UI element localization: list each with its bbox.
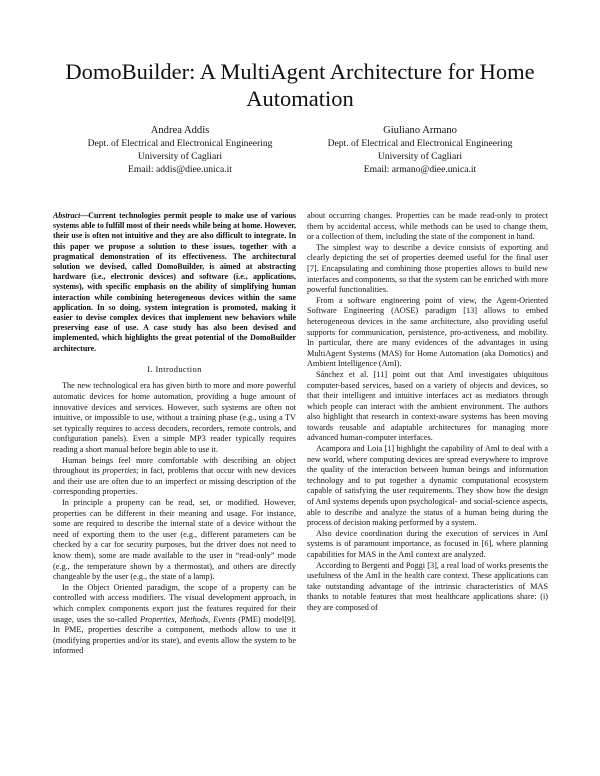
abstract-text: —Current technologies permit people to make use of various systems able to fulfill most of their needs while being at home. However, their use is often not intuitive and they are also difficult to integrate. In this paper we propose a solution to these issues, together with a pragmatical demonstration of its effectiveness. The architectural solution we devised, called DomoBuilder, is aimed at abstracting hardware (i.e., electronic devices) and software (i.e., applications, systems), with specific emphasis on the ability of simplifying human interaction while combining heterogeneous devices within the same application. In so doing, system integration is promoted, making it easier to devise complex devices that implement new behaviors while preserving ease of use. A case study has also been devised and implemented, which highlights the great potential of the DomoBuilder architecture. [53, 211, 296, 353]
author-dept: Dept. of Electrical and Electronical Engineering [327, 138, 513, 149]
abstract-label: Abstract [53, 211, 81, 220]
emphasis: Properties, Methods, Events [140, 614, 236, 624]
author-block-armano [295, 124, 545, 176]
text-run: ; in fact, problems that occur with new devices and their use are often due to an imperfect or missing description of the corresponding properties. [53, 466, 296, 497]
author-university: University of Cagliari [377, 150, 463, 162]
right-column [307, 211, 548, 614]
paragraph: The simplest way to describe a device consists of exporting and clearly depicting the set of properties deemed useful for the final user [7]. Encapsulating and combining those properties allows to build new interfaces and components, so that the system can be enriched with more powerful functionalities. [307, 242, 548, 295]
text-run: In the Object Oriented paradigm, the scope of a property can be controlled with access modifiers. The visual development approach, in which complex components export just the features required for their usage, uses the so-called [53, 582, 296, 624]
paragraph: about occurring changes. Properties can be made read-only to protect them by accidental access, while methods can be used to change them, or a collection of them, including the state of the component in hand. [307, 211, 548, 242]
paragraph: Also device coordination during the execution of services in AmI systems is of paramount importance, as focused in [6], where planning capabilities for MAS in the AmI context are analyzed. [307, 528, 548, 559]
author-dept: Dept. of Electrical and Electronical Engineering [87, 138, 273, 149]
paper-title: DomoBuilder: A MultiAgent Architecture for Home Automation [65, 59, 535, 111]
author-name: Andrea Addis [150, 125, 210, 136]
paragraph [53, 456, 296, 498]
section-heading-introduction: I. Introduction [147, 364, 202, 374]
text-run: (PME) model[9]. In PME, properties describe a component, methods allow to use it (modifying properties and/or its state), and events allow the system to be informed [53, 614, 296, 656]
paragraph: In principle a property can be read, set, or modified. However, properties can be different in their meaning and usage. For instance, some are required to describe the internal state of a device without the need of exporting them to the user (e.g., different parameters can be checked by a car for security purposes, but the driver does not need to know them), some are made available to the user in “read-only” mode (e.g., the temperature shown by a thermostat), and others are directly changeable by the user (e.g., the state of a lamp). [53, 497, 296, 582]
author-email: Email: addis@diee.unica.it [128, 163, 232, 175]
paragraph: The new technological era has given birth to more and more powerful automatic devices for home automation, providing a huge amount of innovative devices and services. However, such systems are often not intuitive, or impossible to use, without a training phase (e.g., using a TV set typically requires to access decoders, recorders, remote controls, and configuration panels). Even a simple MP3 reader typically requires reading a short manual before begin able to use it. [53, 381, 296, 454]
abstract [53, 211, 296, 354]
paragraph: From a software engineering point of view, the Agent-Oriented Software Engineering (AOSE) paradigm [13] allows to embed heterogeneous devices in the same architecture, also providing useful supports for communication, persistence, pro-activeness, and mobility. In particular, there are many evidences of the advantages in using MultiAgent Systems (MAS) for Home Automation (aka Domotics) and Ambient Intelligence (AmI). [307, 295, 548, 369]
paragraph: Acampora and Loia [1] highlight the capability of AmI to deal with a new world, where computing devices are spread everywhere to improve the quality of the interaction between human beings and information technology and to put together a dynamic computational ecosystem capable of satisfying the user requirements. They show how the design of AmI systems depends upon psychological- and social-science aspects, able to describe and analyze the status of a human being during the process of decision making performed by a system. [307, 444, 548, 528]
text-run: Human beings feel more comfortable with describing an object throughout its [53, 455, 296, 476]
paragraph [53, 583, 296, 657]
author-name: Giuliano Armano [383, 125, 457, 136]
paragraph: According to Bergenti and Poggi [3], a real load of works presents the usefulness of the AmI in the health care context. These applications can take outstanding advantage of the intrinsic characteristics of MAS thanks to notable features that most healthcare applications share: (i) they are composed of [307, 560, 548, 612]
paragraph: Sánchez et al. [11] point out that AmI investigates ubiquitous computer-based services, based on a variety of objects and devices, so that their intelligent and intuitive interfaces act as mediators through which people can interact with the ambient environment. The authors also highlight that research in context-aware systems has been moving towards reusable and adaptable architectures for managing more advanced human-computer interfaces. [307, 369, 548, 443]
left-column [53, 211, 296, 657]
author-email: Email: armano@diee.unica.it [363, 163, 477, 175]
author-block-addis [55, 124, 305, 176]
author-university: University of Cagliari [137, 150, 223, 162]
emphasis: properties [102, 466, 137, 476]
